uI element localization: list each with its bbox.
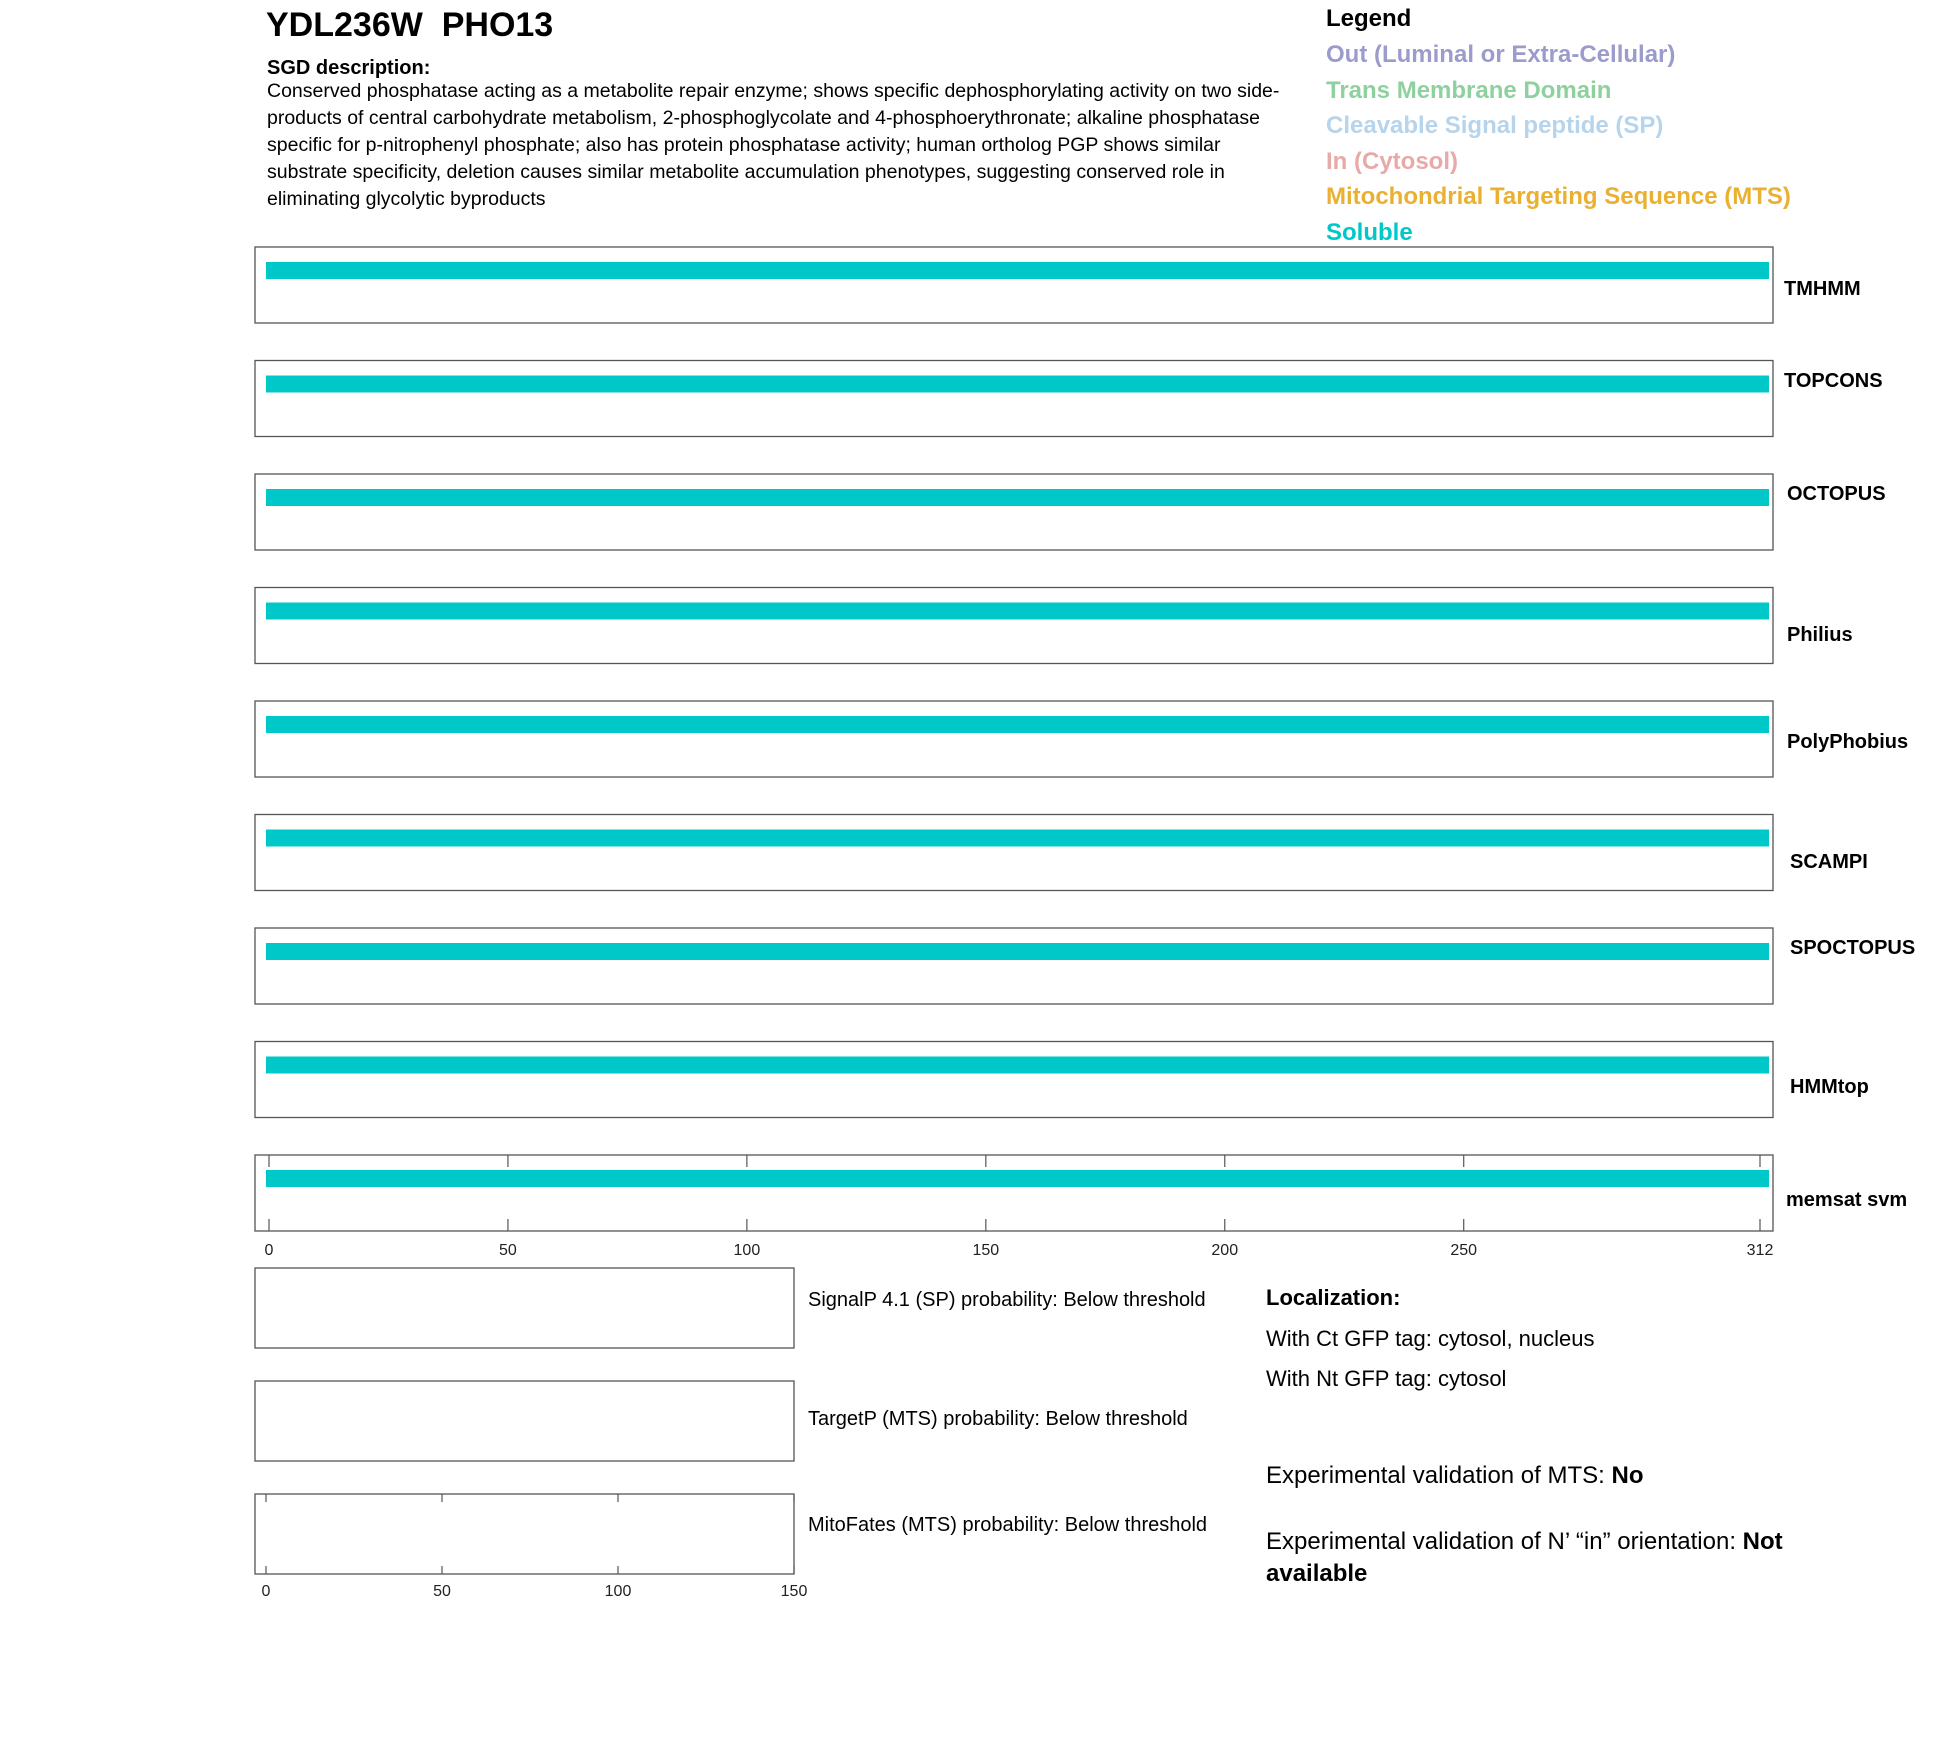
track-box-polyphobius	[255, 701, 1773, 777]
segment-hmmtop-0	[266, 1057, 1769, 1074]
track-label-memsat-svm: memsat svm	[1786, 1189, 1908, 1211]
legend-item-out-luminal-or-extra-cellular: Out (Luminal or Extra-Cellular)	[1326, 41, 1676, 68]
track-label-spoctopus: SPOCTOPUS	[1790, 937, 1916, 959]
prob-label-2: MitoFates (MTS) probability: Below threshold	[808, 1514, 1208, 1536]
legend-item-in-cytosol: In (Cytosol)	[1326, 147, 1458, 175]
track-label-philius: Philius	[1787, 623, 1853, 646]
track-label-octopus: OCTOPUS	[1787, 483, 1886, 505]
segment-tmhmm-0	[266, 262, 1769, 279]
segment-scampi-0	[266, 830, 1769, 847]
prob-panel-2	[255, 1494, 794, 1574]
track-label-scampi: SCAMPI	[1790, 850, 1868, 873]
tick-label-150: 150	[972, 1242, 1000, 1259]
segment-topcons-0	[266, 376, 1769, 393]
prob-label-0: SignalP 4.1 (SP) probability: Below threshold	[808, 1289, 1206, 1311]
track-label-tmhmm: TMHMM	[1784, 278, 1861, 300]
track-label-hmmtop: HMMtop	[1790, 1075, 1869, 1098]
tick-label-312: 312	[1746, 1242, 1774, 1259]
tick-label-100: 100	[733, 1242, 761, 1259]
sgd-description-label: SGD description:	[267, 57, 431, 79]
sgd-description-text: Conserved phosphatase acting as a metabolite repair enzyme; shows specific dephosphorylating activity on two side-products of central carbohydrate metabolism, 2-phosphoglycolate and 4-phosphoerythronate; alkaline phosphatase specific for p-nitrophenyl phosphate; also has protein phosphatase activity; human ortholog PGP shows similar substrate specificity, deletion causes similar metabolite accumulation phenotypes, suggesting conserved role in eliminating glycolytic byproducts	[267, 80, 1280, 210]
exp-validation-mts-value: No	[1611, 1462, 1644, 1489]
track-box-spoctopus	[255, 928, 1773, 1004]
tick-label-250: 250	[1450, 1242, 1478, 1259]
segment-octopus-0	[266, 489, 1769, 506]
exp-validation-n-in	[1266, 1526, 1866, 1590]
segment-philius-0	[266, 603, 1769, 620]
legend-item-mitochondrial-targeting-sequence-mts: Mitochondrial Targeting Sequence (MTS)	[1326, 183, 1791, 210]
prob-label-1: TargetP (MTS) probability: Below threshold	[808, 1408, 1188, 1430]
track-box-memsat-svm	[255, 1155, 1773, 1231]
track-label-topcons: TOPCONS	[1784, 369, 1883, 392]
prob-tick-label-150: 150	[780, 1583, 808, 1600]
ct-gfp-localization: With Ct GFP tag: cytosol, nucleus	[1266, 1326, 1595, 1351]
legend-item-soluble: Soluble	[1326, 218, 1413, 246]
track-box-octopus	[255, 474, 1773, 550]
track-box-topcons	[255, 361, 1773, 437]
track-box-hmmtop	[255, 1042, 1773, 1118]
track-box-scampi	[255, 815, 1773, 891]
track-box-philius	[255, 588, 1773, 664]
legend-item-trans-membrane-domain: Trans Membrane Domain	[1326, 76, 1612, 104]
exp-validation-n-in-prefix: Experimental validation of N’ “in” orientation:	[1266, 1528, 1743, 1555]
tick-label-0: 0	[264, 1242, 274, 1259]
exp-validation-n-in-value: Not available	[1266, 1528, 1783, 1587]
localization-title: Localization:	[1266, 1285, 1401, 1310]
segment-polyphobius-0	[266, 716, 1769, 733]
tick-label-200: 200	[1211, 1242, 1239, 1259]
track-label-polyphobius: PolyPhobius	[1787, 731, 1909, 753]
prob-panel-1	[255, 1381, 794, 1461]
nt-gfp-localization: With Nt GFP tag: cytosol	[1266, 1366, 1507, 1391]
segment-spoctopus-0	[266, 943, 1769, 960]
prob-tick-label-100: 100	[604, 1583, 632, 1600]
prob-tick-label-50: 50	[433, 1583, 451, 1600]
prob-tick-label-0: 0	[261, 1583, 271, 1600]
legend-title: Legend	[1326, 5, 1412, 32]
gene-title: YDL236W PHO13	[266, 6, 554, 44]
tick-label-50: 50	[499, 1242, 517, 1259]
segment-memsat-svm-0	[266, 1170, 1769, 1187]
track-box-tmhmm	[255, 247, 1773, 323]
legend-item-cleavable-signal-peptide-sp: Cleavable Signal peptide (SP)	[1326, 112, 1664, 139]
exp-validation-mts	[1266, 1460, 1866, 1492]
prob-panel-0	[255, 1268, 794, 1348]
exp-validation-mts-prefix: Experimental validation of MTS:	[1266, 1462, 1612, 1489]
